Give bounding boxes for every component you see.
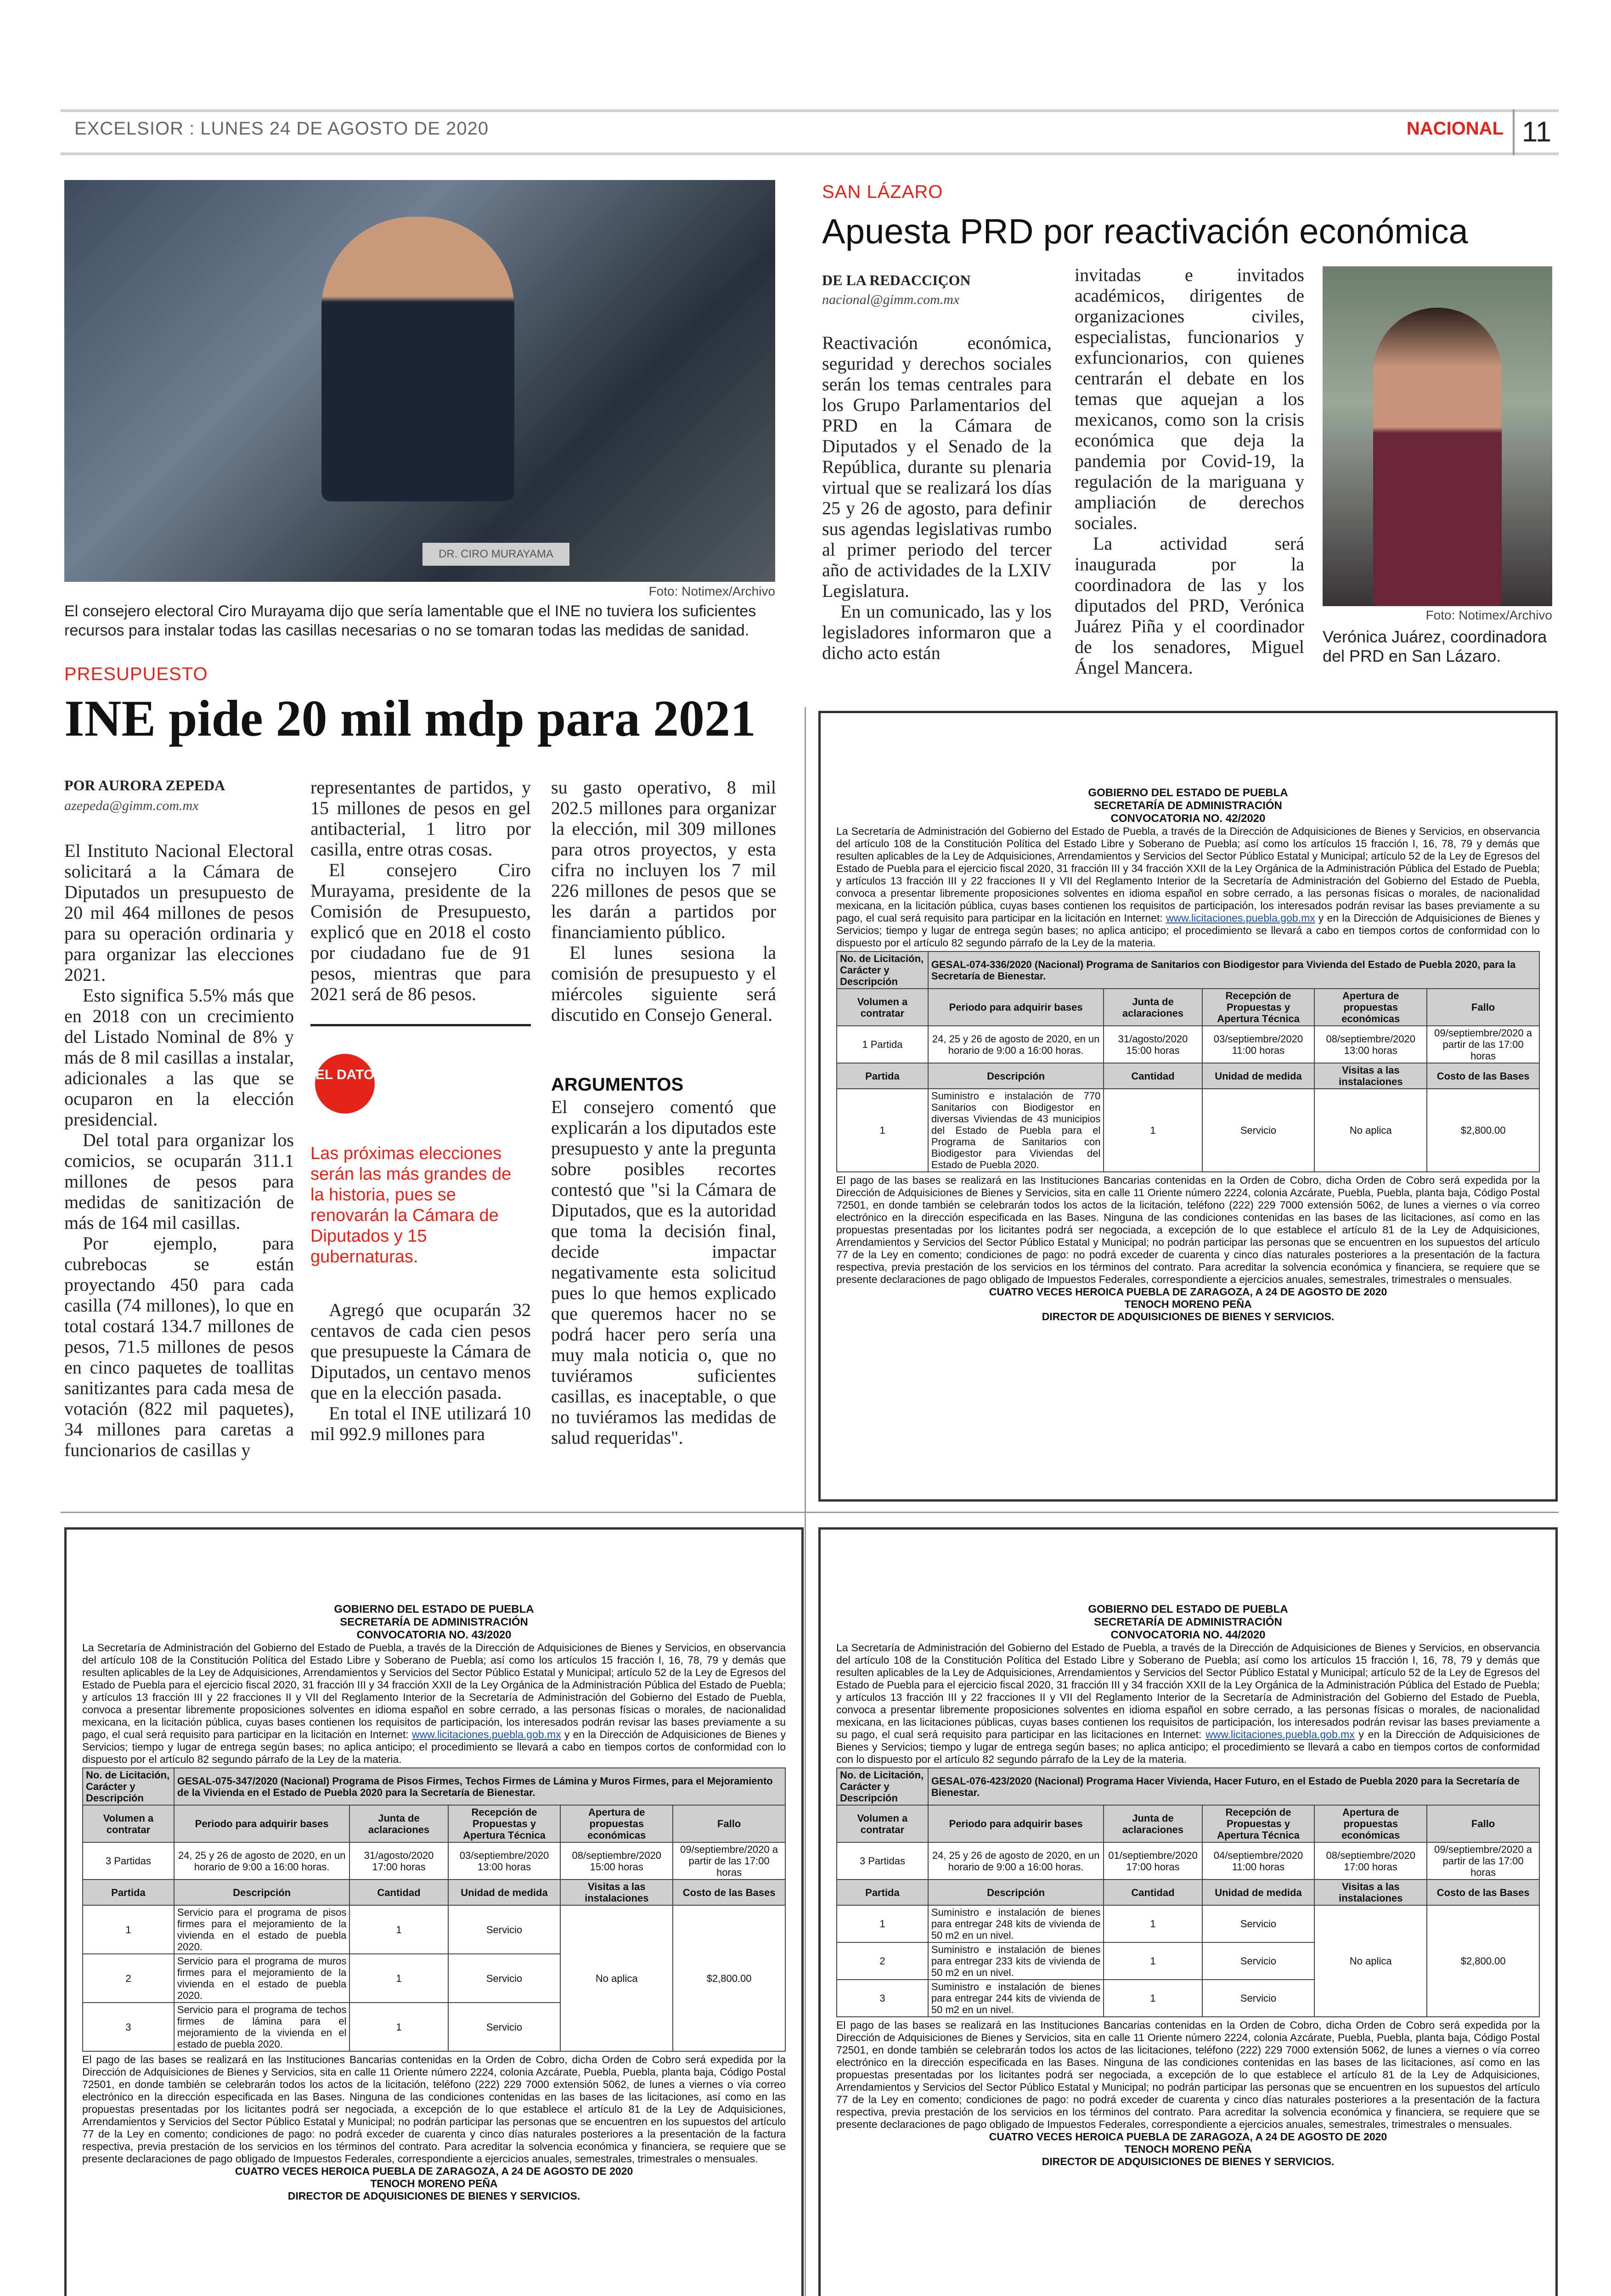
items-header-row: [83, 1880, 785, 1905]
dato-text: Las próximas elecciones serán las más grandes de la historia, pues se renovarán la Cámara de Diputados y 15 gubernaturas.: [310, 1144, 512, 1266]
notice-item-row: [83, 1905, 785, 1954]
notice-convocatoria-42: [818, 711, 1558, 1502]
notice-convocatoria-44: [818, 1527, 1558, 2296]
cantidad-cell: 1: [1104, 1905, 1202, 1942]
paragraph: Agregó que ocuparán 32 centavos de cada cien pesos que presupueste la Cámara de Diputados, un centavo menos que en la elección pasada.: [310, 1300, 531, 1403]
unidad-cell: Servicio: [1202, 1942, 1315, 1980]
header-section: NACIONAL: [1406, 118, 1504, 139]
notice-content: [836, 787, 1540, 1323]
dato-box: [310, 1024, 531, 1283]
notice-footer: El pago de las bases se realizará en las Instituciones Bancarias contenidas en la Orden de Cobro, dicha Orden de Cobro será expedida por la Dirección de Adquisiciones de Bienes y Servicios, sita en calle 11 Oriente número 2224, colonia Azcárate, Puebla, Puebla, planta baja, Código Postal 72501, en donde también se celebrarán todos los actos de la licitación, teléfono (222) 229 7000 extensión 5062, de lunes a viernes o vía correo electrónico en la dirección especificada en las Bases. Ninguna de las condiciones contenidas en las bases de las licitaciones, así como en las propuestas presentadas por los licitantes podrá ser negociada, a excepción de lo que establece el artículo 81 de la Ley de Adquisiciones, Arrendamientos y Servicios del Sector Público Estatal y Municipal; no podrán participar las personas que se encuentren en los supuestos del artículo 77 de la Ley en comento; condiciones de pago: no podrá exceder de cuarenta y cinco días naturales posteriores a la presentación de la factura respectiva, previa prestación de los servicios en los términos del contrato. Para acreditar la solvencia económica y financiera, se requiere que se presente declaraciones de pago obligado de Impuestos Federales, correspondiente a ejercicios anuales, semestrales, trimestrales o mensuales.: [836, 1174, 1540, 1285]
schedule-value: 24, 25 y 26 de agosto de 2020, en un horario de 9:00 a 16:00 horas.: [928, 1842, 1104, 1880]
items-header: Descripción: [928, 1880, 1104, 1905]
items-header: Visitas a las instalaciones: [1314, 1063, 1427, 1089]
notice-item-row: [837, 1089, 1539, 1172]
items-header: Descripción: [174, 1880, 350, 1905]
paragraph: En total el INE utilizará 10 mil 992.9 millones para: [310, 1403, 531, 1444]
schedule-value: 08/septiembre/2020 17:00 horas: [1314, 1842, 1427, 1880]
intro-text: La Secretaría de Administración del Gobierno del Estado de Puebla, a través de la Dirección de Adquisiciones de Bienes y Servicios, en observancia del artículo 108 de la Constitución Política del Estado Libre y Soberano de Puebla; así como los artículos 15 fracción I, 16, 78, 79 y demás que resulten aplicables de la Ley de Adquisiciones, Arrendamientos y Servicios del Sector Público Estatal y Municipal; artículo 52 de la Ley de Egresos del Estado de Puebla para el ejercicio fiscal 2020, 31 fracción III y 34 fracción XXII de la Ley Orgánica de la Administración Pública del Estado de Puebla; y artículos 13 fracción III y 22 fracciones II y VII del Reglamento Interior de la Secretaría de Administración del Gobierno del Estado de Puebla, convoca a presentar libremente proposiciones solventes en idioma español en sobre cerrado, a las personas físicas o morales, de nacionalidad mexicana, en la licitación pública, cuyas bases contienen los requisitos de participación, los interesados podrán revisar las bases previamente a su pago, el cual será requisito para participar en la licitación en Internet:: [82, 1642, 786, 1740]
article1-col1: [64, 840, 294, 1460]
schedule-value: 3 Partidas: [83, 1842, 174, 1880]
schedule-value: 03/septiembre/2020 13:00 horas: [448, 1842, 561, 1880]
photo2-caption: Verónica Juárez, coordinadora del PRD en San Lázaro.: [1323, 627, 1547, 665]
schedule-value: 09/septiembre/2020 a partir de las 17:00 horas: [1427, 1026, 1539, 1063]
cantidad-cell: 1: [1104, 1980, 1202, 2017]
article1-kicker: PRESUPUESTO: [64, 664, 208, 684]
cantidad-cell: 1: [349, 1954, 448, 2003]
paragraph: El Instituto Nacional Electoral solicitará a la Cámara de Diputados un presupuesto de 20 mil 464 millones de pesos para su operación ordinaria y para organizar las elecciones 2021.: [64, 840, 294, 985]
schedule-header: Recepción de Propuestas y Apertura Técnica: [1202, 989, 1315, 1026]
schedule-value-row: [837, 1842, 1539, 1880]
costo-cell: $2,800.00: [1427, 1089, 1539, 1172]
notice-intro: [82, 1642, 786, 1766]
items-header: Descripción: [928, 1063, 1104, 1089]
items-header: Costo de las Bases: [1427, 1063, 1539, 1089]
items-header: Cantidad: [349, 1880, 448, 1905]
photo1-credit: Foto: Notimex/Archivo: [648, 584, 775, 598]
header-date: EXCELSIOR : LUNES 24 DE AGOSTO DE 2020: [74, 118, 489, 139]
paragraph: representantes de partidos, y 15 millones de pesos en gel antibacterial, 1 litro por casilla, entre otras cosas.: [310, 777, 531, 860]
notice-signer-title: DIRECTOR DE ADQUISICIONES DE BIENES Y SERVICIOS.: [1042, 1311, 1335, 1322]
schedule-header: Volumen a contratar: [837, 1805, 928, 1842]
unidad-cell: Servicio: [448, 1954, 561, 2003]
notice-content: [82, 1603, 786, 2202]
partida-cell: 2: [83, 1954, 174, 2003]
notice-place-date: CUATRO VECES HEROICA PUEBLA DE ZARAGOZA, A 24 DE AGOSTO DE 2020: [989, 1286, 1387, 1298]
schedule-header-row: [837, 989, 1539, 1026]
licitacion-text: GESAL-076-423/2020 (Nacional) Programa Hacer Vivienda, Hacer Futuro, en el Estado de Puebla 2020 para la Secretaría de Bienestar.: [928, 1768, 1539, 1805]
schedule-header: Fallo: [1427, 989, 1539, 1026]
notice-secretaria: SECRETARÍA DE ADMINISTRACIÓN: [1094, 1616, 1282, 1628]
schedule-header: Recepción de Propuestas y Apertura Técnica: [448, 1805, 561, 1842]
schedule-value: 31/agosto/2020 17:00 horas: [349, 1842, 448, 1880]
paragraph: El consejero comentó que explicarán a los diputados este presupuesto y ante la pregunta sobre posibles recortes contestó que "si la Cámara de Diputados, que es la autoridad que toma la decisión final, decide impactar negativamente esta solicitud pues lo que hemos explicado que queremos hacer no se podrá hacer pero sería una muy mala noticia o, que no tuviéramos suficientes casillas, es inaceptable, o que no tuviéramos las medidas de salud requeridas".: [551, 1097, 776, 1448]
cantidad-cell: 1: [1104, 1942, 1202, 1980]
costo-cell: $2,800.00: [673, 1905, 785, 2051]
unidad-cell: Servicio: [1202, 1089, 1315, 1172]
schedule-header: Periodo para adquirir bases: [174, 1805, 350, 1842]
items-header: Visitas a las instalaciones: [560, 1880, 673, 1905]
licitacion-label: No. de Licitación, Carácter y Descripción: [83, 1768, 174, 1805]
visitas-cell: No aplica: [1314, 1089, 1427, 1172]
notice-convocatoria: CONVOCATORIA NO. 43/2020: [356, 1629, 512, 1641]
schedule-value: 03/septiembre/2020 11:00 horas: [1202, 1026, 1315, 1063]
items-header: Partida: [83, 1880, 174, 1905]
schedule-header: Fallo: [673, 1805, 785, 1842]
intro-text-2: y en la Dirección de Adquisiciones de Bienes y Servicios; tiempo y lugar de entrega según bases; no aplica anticipo; el procedimiento se llevará a cabo en tiempos cortos de conformidad con lo dispuesto por el artículo 82 segundo párrafo de la Ley de la materia.: [82, 1728, 786, 1765]
intro-text-2: y en la Dirección de Adquisiciones de Bienes y Servicios; tiempo y lugar de entrega según bases; no aplica anticipo; el procedimiento se llevará a cabo en tiempos cortos de conformidad con lo dispuesto por el artículo 82 segundo párrafo de la Ley de la materia.: [836, 1728, 1540, 1765]
notice-content: [836, 1603, 1540, 2168]
article1-col3b: [551, 1097, 776, 1448]
licitacion-text: GESAL-075-347/2020 (Nacional) Programa de Pisos Firmes, Techos Firmes de Lámina y Muros Firmes, para el Mejoramiento de la Vivienda en el Estado de Puebla 2020 para la Secretaría de Bienestar.: [174, 1768, 785, 1805]
paragraph: En un comunicado, las y los legisladores informaron que a dicho acto están: [822, 601, 1052, 663]
article2-col1: [822, 332, 1052, 663]
article1-col3a: [551, 777, 776, 1025]
items-header: Cantidad: [1104, 1880, 1202, 1905]
costo-cell: $2,800.00: [1427, 1905, 1539, 2017]
article1-col2a: [310, 777, 531, 1004]
unidad-cell: Servicio: [1202, 1980, 1315, 2017]
schedule-header-row: [83, 1805, 785, 1842]
schedule-value: 01/septiembre/2020 17:00 horas: [1104, 1842, 1202, 1880]
page-number: 11: [1513, 109, 1559, 155]
items-header-row: [837, 1063, 1539, 1089]
partida-cell: 3: [837, 1980, 928, 2017]
article1-subhead: ARGUMENTOS: [551, 1075, 684, 1095]
partida-cell: 3: [83, 2003, 174, 2051]
paragraph: Del total para organizar los comicios, se ocuparán 311.1 millones de pesos para medidas de sanitización de más de 164 mil casillas.: [64, 1130, 294, 1233]
schedule-header: Fallo: [1427, 1805, 1539, 1842]
notice-table: [836, 1767, 1540, 2017]
notice-convocatoria: CONVOCATORIA NO. 42/2020: [1110, 812, 1266, 825]
photo-nameplate: DR. CIRO MURAYAMA: [422, 543, 569, 566]
unidad-cell: Servicio: [448, 2003, 561, 2051]
descripcion-cell: Suministro e instalación de bienes para entregar 233 kits de vivienda de 50 m2 en un nivel.: [928, 1942, 1104, 1980]
photo2-credit: Foto: Notimex/Archivo: [1425, 608, 1552, 622]
notice-place-date: CUATRO VECES HEROICA PUEBLA DE ZARAGOZA, A 24 DE AGOSTO DE 2020: [989, 2131, 1387, 2143]
notice-signer-name: TENOCH MORENO PEÑA: [1124, 1298, 1252, 1310]
schedule-value-row: [83, 1842, 785, 1880]
notice-gov-title: GOBIERNO DEL ESTADO DE PUEBLA: [334, 1603, 534, 1615]
photo-figure: [321, 217, 514, 501]
licitacion-row: [837, 1768, 1539, 1805]
paragraph: Esto significa 5.5% más que en 2018 con un crecimiento del Listado Nominal de 8% y más de 8 mil casillas a instalar, adicionales a las que se ocuparon en la elección presidencial.: [64, 985, 294, 1130]
photo-figure: [1373, 308, 1502, 606]
notice-footer: El pago de las bases se realizará en las Instituciones Bancarias contenidas en la Orden de Cobro, dicha Orden de Cobro será expedida por la Dirección de Adquisiciones de Bienes y Servicios, sita en calle 11 Oriente número 2224, colonia Azcárate, Puebla, Puebla, planta baja, Código Postal 72501, en donde también se celebrarán todos los actos de la licitación, teléfono (222) 229 7000 extensión 5062, de lunes a viernes o vía correo electrónico en la dirección especificada en las Bases. Ninguna de las condiciones contenidas en las bases de las licitaciones, así como en las propuestas presentadas por los licitantes podrá ser negociada, a excepción de lo que establece el artículo 81 de la Ley de Adquisiciones, Arrendamientos y Servicios del Sector Público Estatal y Municipal; no podrán participar las personas que se encuentren en los supuestos del artículo 77 de la Ley en comento; condiciones de pago: no podrá exceder de cuarenta y cinco días naturales posteriores a la presentación de la factura respectiva, previa prestación de los servicios en los términos del contrato. Para acreditar la solvencia económica y financiera, se requiere que se presente declaraciones de pago obligado de Impuestos Federales, correspondiente a ejercicios anuales, semestrales, trimestrales o mensuales.: [82, 2054, 786, 2165]
licitacion-label: No. de Licitación, Carácter y Descripción: [837, 1768, 928, 1805]
descripcion-cell: Servicio para el programa de muros firmes para el mejoramiento de la vivienda en el estado de puebla 2020.: [174, 1954, 350, 2003]
notice-convocatoria-43: [64, 1527, 804, 2296]
schedule-header: Apertura de propuestas económicas: [1314, 989, 1427, 1026]
notice-signer-name: TENOCH MORENO PEÑA: [1124, 2143, 1252, 2155]
article2-kicker: SAN LÁZARO: [822, 182, 943, 202]
intro-text: La Secretaría de Administración del Gobierno del Estado de Puebla, a través de la Dirección de Adquisiciones de Bienes y Servicios, en observancia del artículo 108 de la Constitución Política del Estado Libre y Soberano de Puebla; así como los artículos 15 fracción I, 16, 78, 79 y demás que resulten aplicables de la Ley de Adquisiciones, Arrendamientos y Servicios del Sector Público Estatal y Municipal; artículo 52 de la Ley de Egresos del Estado de Puebla para el ejercicio fiscal 2020, 31 fracción III y 34 fracción XXII de la Ley Orgánica de la Administración Pública del Estado de Puebla; y artículos 13 fracción III y 22 fracciones II y VII del Reglamento Interior de la Secretaría de Administración del Gobierno del Estado de Puebla, convoca a presentar libremente proposiciones solventes en idioma español en sobre cerrado, a las personas físicas o morales, de nacionalidad mexicana, en las licitaciones públicas, cuyas bases contienen los requisitos de participación, los interesados podrán revisar las bases previamente a su pago, el cual será requisito para participar en las licitaciones en Internet:: [836, 1642, 1540, 1740]
notice-intro: [836, 825, 1540, 949]
column-divider: [805, 707, 806, 2296]
unidad-cell: Servicio: [448, 1905, 561, 1954]
paragraph: Reactivación económica, seguridad y derechos sociales serán los temas centrales para los Grupo Parlamentarios del PRD en la Cámara de Diputados y el Senado de la República, durante su plenaria virtual que se realizará los días 25 y 26 de agosto, para definir sus agendas legislativas rumbo al primer periodo del tercer año de actividades de la LXIV Legislatura.: [822, 332, 1052, 601]
schedule-value: 08/septiembre/2020 15:00 horas: [560, 1842, 673, 1880]
schedule-value: 08/septiembre/2020 13:00 horas: [1314, 1026, 1427, 1063]
article1-email: azepeda@gimm.com.mx: [64, 798, 199, 813]
cantidad-cell: 1: [349, 1905, 448, 1954]
descripcion-cell: Suministro e instalación de bienes para entregar 244 kits de vivienda de 50 m2 en un nivel.: [928, 1980, 1104, 2017]
schedule-header: Junta de aclaraciones: [1104, 989, 1202, 1026]
licitaciones-link[interactable]: www.licitaciones.puebla.gob.mx: [412, 1728, 561, 1740]
schedule-header: Junta de aclaraciones: [349, 1805, 448, 1842]
schedule-header: Apertura de propuestas económicas: [560, 1805, 673, 1842]
descripcion-cell: Suministro e instalación de 770 Sanitarios con Biodigestor en diversas Viviendas de 43 municipios del Estado de Puebla para el Programa de Sanitarios con Biodigestor para Viviendas del Estado de Puebla 2020.: [928, 1089, 1104, 1172]
notice-signer-title: DIRECTOR DE ADQUISICIONES DE BIENES Y SERVICIOS.: [287, 2190, 580, 2202]
licitacion-label: No. de Licitación, Carácter y Descripción: [837, 951, 928, 989]
schedule-header: Recepción de Propuestas y Apertura Técnica: [1202, 1805, 1315, 1842]
schedule-value: 24, 25 y 26 de agosto de 2020, en un horario de 9:00 a 16:00 horas.: [928, 1026, 1104, 1063]
partida-cell: 1: [837, 1905, 928, 1942]
items-header: Unidad de medida: [448, 1880, 561, 1905]
schedule-value: 24, 25 y 26 de agosto de 2020, en un horario de 9:00 a 16:00 horas.: [174, 1842, 350, 1880]
article1-byline: POR AURORA ZEPEDA: [64, 777, 225, 793]
unidad-cell: Servicio: [1202, 1905, 1315, 1942]
partida-cell: 2: [837, 1942, 928, 1980]
schedule-value-row: [837, 1026, 1539, 1063]
schedule-header: Junta de aclaraciones: [1104, 1805, 1202, 1842]
licitacion-text: GESAL-074-336/2020 (Nacional) Programa de Sanitarios con Biodigestor para Vivienda del Estado de Puebla 2020, para la Secretaría de Bienestar.: [928, 951, 1539, 989]
paragraph: El consejero Ciro Murayama, presidente de la Comisión de Presupuesto, explicó que en 2018 el costo por ciudadano fue de 91 pesos, mientras que para 2021 será de 86 pesos.: [310, 860, 531, 1004]
descripcion-cell: Suministro e instalación de bienes para entregar 248 kits de vivienda de 50 m2 en un nivel.: [928, 1905, 1104, 1942]
items-header: Partida: [837, 1880, 928, 1905]
items-header: Costo de las Bases: [673, 1880, 785, 1905]
article2-byline: DE LA REDACCIÇON: [822, 272, 971, 288]
schedule-header: Volumen a contratar: [837, 989, 928, 1026]
photo-veronica-juarez: [1323, 266, 1552, 606]
schedule-value: 04/septiembre/2020 11:00 horas: [1202, 1842, 1315, 1880]
notice-convocatoria: CONVOCATORIA NO. 44/2020: [1110, 1629, 1266, 1641]
article1-col2b: [310, 1300, 531, 1444]
notice-table: [82, 1767, 786, 2052]
partida-cell: 1: [837, 1089, 928, 1172]
notice-table: [836, 951, 1540, 1172]
items-header: Partida: [837, 1063, 928, 1089]
descripcion-cell: Servicio para el programa de techos firmes de lámina para el mejoramiento de la vivienda en el estado de puebla 2020.: [174, 2003, 350, 2051]
notice-signer-name: TENOCH MORENO PEÑA: [370, 2178, 498, 2189]
items-header-row: [837, 1880, 1539, 1905]
paragraph: invitadas e invitados académicos, dirigentes de organizaciones civiles, especialistas, funcionarios y exfuncionarios, con quienes centrarán el debate en los temas que aquejan a los mexicanos, como son la crisis económica que deja la pandemia por Covid-19, la regulación de la mariguana y ampliación de derechos sociales.: [1075, 264, 1304, 533]
notice-signer-title: DIRECTOR DE ADQUISICIONES DE BIENES Y SERVICIOS.: [1042, 2155, 1335, 2167]
schedule-value: 1 Partida: [837, 1026, 928, 1063]
paragraph: La actividad será inaugurada por la coordinadora de las y los diputados del PRD, Verónica Juárez Piña y el coordinador de los senadores, Miguel Ángel Mancera.: [1075, 533, 1304, 678]
licitaciones-link[interactable]: www.licitaciones.puebla.gob.mx: [1166, 912, 1315, 924]
photo-ciro-murayama: [64, 180, 775, 582]
dato-badge: EL DATO: [315, 1054, 375, 1114]
items-header: Visitas a las instalaciones: [1314, 1880, 1427, 1905]
notice-item-row: [837, 1905, 1539, 1942]
items-header: Unidad de medida: [1202, 1063, 1315, 1089]
schedule-value: 3 Partidas: [837, 1842, 928, 1880]
photo1-caption: El consejero electoral Ciro Murayama dijo que sería lamentable que el INE no tuviera los suficientes recursos para instalar todas las casillas necesarias o no se tomaran todas las medidas de sanidad.: [64, 602, 756, 639]
items-header: Costo de las Bases: [1427, 1880, 1539, 1905]
article1-headline: INE pide 20 mil mdp para 2021: [64, 690, 756, 747]
intro-text: La Secretaría de Administración del Gobierno del Estado de Puebla, a través de la Dirección de Adquisiciones de Bienes y Servicios, en observancia del artículo 108 de la Constitución Política del Estado Libre y Soberano de Puebla; así como los artículos 15 fracción I, 16, 78, 79 y demás que resulten aplicables de la Ley de Adquisiciones, Arrendamientos y Servicios del Sector Público Estatal y Municipal; artículo 52 de la Ley de Egresos del Estado de Puebla para el ejercicio fiscal 2020, 31 fracción III y 34 fracción XXII de la Ley Orgánica de la Administración Pública del Estado de Puebla; y artículos 13 fracción III y 22 fracciones II y VII del Reglamento Interior de la Secretaría de Administración del Gobierno del Estado de Puebla, convoca a presentar libremente proposiciones solventes en idioma español en sobre cerrado, a las personas físicas o morales, de nacionalidad mexicana, en la licitación pública, cuyas bases contienen los requisitos de participación, los interesados podrán revisar las bases previamente a su pago, el cual será requisito para participar en la licitación en Internet:: [836, 825, 1540, 924]
visitas-cell: No aplica: [1314, 1905, 1427, 2017]
visitas-cell: No aplica: [560, 1905, 673, 2051]
schedule-header-row: [837, 1805, 1539, 1842]
schedule-header: Apertura de propuestas económicas: [1314, 1805, 1427, 1842]
schedule-header: Periodo para adquirir bases: [928, 1805, 1104, 1842]
schedule-value: 09/septiembre/2020 a partir de las 17:00 horas: [673, 1842, 785, 1880]
notice-place-date: CUATRO VECES HEROICA PUEBLA DE ZARAGOZA, A 24 DE AGOSTO DE 2020: [235, 2165, 633, 2177]
descripcion-cell: Servicio para el programa de pisos firmes para el mejoramiento de la vivienda en el estado de puebla 2020.: [174, 1905, 350, 1954]
notice-footer: El pago de las bases se realizará en las Instituciones Bancarias contenidas en la Orden de Cobro, dicha Orden de Cobro será expedida por la Dirección de Adquisiciones de Bienes y Servicios, sita en calle 11 Oriente número 2224, colonia Azcárate, Puebla, Puebla, planta baja, Código Postal 72501, en donde también se celebrarán todos los actos de las licitaciones, teléfono (222) 229 7000 extensión 5062, de lunes a viernes o vía correo electrónico en la dirección especificada en las Bases. Ninguna de las condiciones contenidas en las bases de las licitaciones, así como en las propuestas presentadas por los licitantes podrá ser negociada, a excepción de lo que establece el artículo 81 de la Ley de Adquisiciones, Arrendamientos y Servicios del Sector Público Estatal y Municipal; no podrán participar las personas que se encuentren en los supuestos del artículo 77 de la Ley en comento; condiciones de pago: no podrá exceder de cuarenta y cinco días naturales posteriores a la presentación de la factura respectiva, previa prestación de los servicios en los términos del contrato. Para acreditar la solvencia económica y financiera, se requiere que se presente declaraciones de pago obligado de Impuestos Federales, correspondiente a ejercicios anuales, semestrales, trimestrales o mensuales.: [836, 2019, 1540, 2130]
cantidad-cell: 1: [1104, 1089, 1202, 1172]
cantidad-cell: 1: [349, 2003, 448, 2051]
schedule-value: 31/agosto/2020 15:00 horas: [1104, 1026, 1202, 1063]
intro-text-2: y en la Dirección de Adquisiciones de Bienes y Servicios; tiempo y lugar de entrega según bases; no aplica anticipo; el procedimiento se llevará a cabo en tiempos cortos de conformidad con lo dispuesto por el artículo 82 segundo párrafo de la Ley de la materia.: [836, 912, 1540, 949]
notice-intro: [836, 1642, 1540, 1766]
page-header: [61, 109, 1559, 155]
schedule-header: Volumen a contratar: [83, 1805, 174, 1842]
items-header: Unidad de medida: [1202, 1880, 1315, 1905]
paragraph: Por ejemplo, para cubrebocas se están proyectando 450 para cada casilla (74 millones), lo que en total costará 134.7 millones de pesos, 71.5 millones de pesos en cinco paquetes de toallitas sanitizantes para cada mesa de votación (822 mil paquetes), 34 millones para caretas a funcionarios de casillas y: [64, 1233, 294, 1460]
schedule-header: Periodo para adquirir bases: [928, 989, 1104, 1026]
items-header: Cantidad: [1104, 1063, 1202, 1089]
article2-col2: [1075, 264, 1304, 678]
licitacion-row: [83, 1768, 785, 1805]
notice-secretaria: SECRETARÍA DE ADMINISTRACIÓN: [1094, 799, 1282, 812]
paragraph: El lunes sesiona la comisión de presupuesto y el miércoles siguiente será discutido en Consejo General.: [551, 942, 776, 1025]
article2-headline: Apuesta PRD por reactivación económica: [822, 212, 1468, 251]
licitaciones-link[interactable]: www.licitaciones.puebla.gob.mx: [1205, 1728, 1355, 1740]
partida-cell: 1: [83, 1905, 174, 1954]
section-divider: [61, 1512, 1559, 1513]
licitacion-row: [837, 951, 1539, 989]
notice-gov-title: GOBIERNO DEL ESTADO DE PUEBLA: [1088, 787, 1288, 799]
paragraph: su gasto operativo, 8 mil 202.5 millones para organizar la elección, mil 309 millones para otros proyectos, y esta cifra no incluyen los 7 mil 226 millones de pesos que se les darán a partidos por financiamiento público.: [551, 777, 776, 942]
schedule-value: 09/septiembre/2020 a partir de las 17:00 horas: [1427, 1842, 1539, 1880]
notice-secretaria: SECRETARÍA DE ADMINISTRACIÓN: [340, 1616, 528, 1628]
notice-gov-title: GOBIERNO DEL ESTADO DE PUEBLA: [1088, 1603, 1288, 1615]
article2-email: nacional@gimm.com.mx: [822, 292, 960, 307]
